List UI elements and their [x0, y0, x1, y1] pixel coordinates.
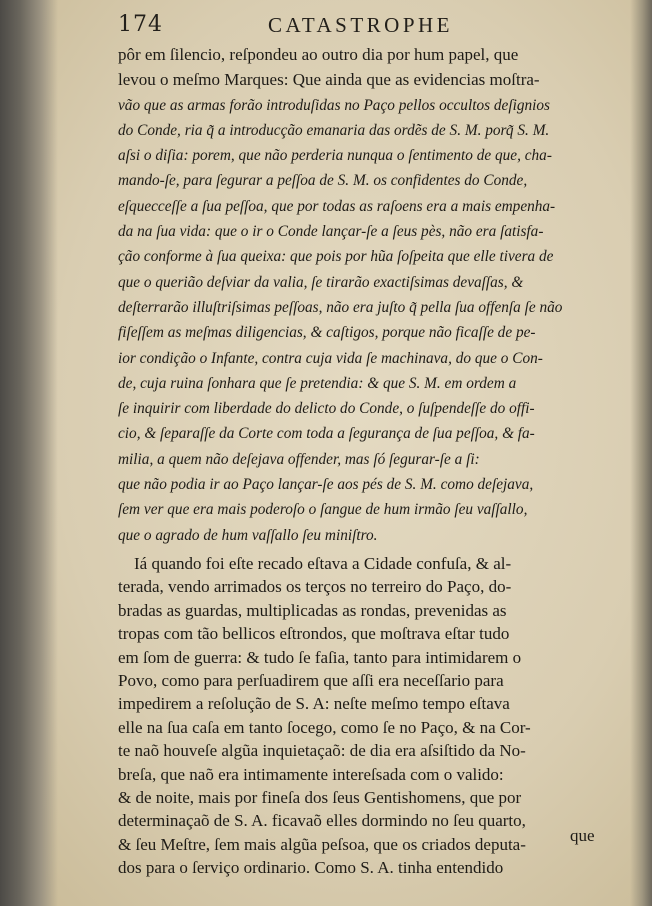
text-line: dos para o ſerviço ordinario. Como S. A. tinha entendido [118, 858, 504, 878]
text-line: breſa, que naõ era intimamente intereſsada com o valido: [118, 764, 504, 784]
text-line: deſterrarão illuſtriſsimas peſſoas, não era juſto q̃ pella ſua offenſa ſe não [118, 298, 563, 316]
text-line: que não podia ir ao Paço lançar-ſe aos pés de S. M. como deſejava, [118, 476, 534, 494]
text-line: bradas as guardas, multiplicadas as rondas, prevenidas as [118, 600, 507, 620]
text-line: pôr em ſilencio, reſpondeu ao outro dia por hum papel, que [118, 45, 519, 64]
text-line: te naõ houveſe algũa inquietaçaõ: de dia era aſsiſtido da No- [118, 741, 526, 761]
paragraph-city [118, 552, 618, 880]
text-line: terada, vendo arrimados os terços no terreiro do Paço, do- [118, 577, 512, 597]
text-line: de, cuja ruina ſonhara que ſe pretendia: & que S. M. em ordem a [118, 374, 517, 392]
text-line: milia, a quem não deſejava offender, mas ſó ſegurar-ſe a ſi: [118, 450, 480, 468]
text-line: elle na ſua caſa em tanto ſocego, como ſe no Paço, & na Cor- [118, 717, 531, 737]
page-header [118, 12, 638, 44]
text-line: fiſeſſem as meſmas diligencias, & caſtigos, porque não ficaſſe de pe- [118, 324, 536, 342]
text-line: ſe inquirir com liberdade do delicto do Conde, o ſuſpendeſſe do offi- [118, 400, 535, 418]
text-line: vão que as armas forão introduſidas no Paço pellos occultos deſignios [118, 96, 550, 114]
catchword: que [570, 826, 595, 845]
running-title: CATASTROPHE [268, 13, 454, 37]
page-outer-edge [630, 0, 652, 906]
text-line: ção conforme à ſua queixa: que pois por hũa ſoſpeita que elle tivera de [118, 248, 554, 266]
text-line: levou o meſmo Marques: Que ainda que as evidencias moſtra- [118, 70, 540, 90]
text-line: ſem ver que era mais poderoſo o ſangue de hum irmão ſeu vaſſallo, [118, 501, 528, 519]
text-line: Iá quando foi eſte recado eſtava a Cidade confuſa, & al- [134, 553, 512, 573]
text-line: impedirem a reſolução de S. A: neſte meſmo tempo eſtava [118, 694, 510, 714]
text-line: tropas com tão bellicos eſtrondos, que moſtrava eſtar tudo [118, 624, 510, 644]
text-line: cio, & ſeparaſſe da Corte com toda a ſegurança de ſua peſſoa, & fa- [118, 425, 535, 443]
book-binding-shadow [0, 0, 58, 906]
text-line: eſquecceſſe a ſua peſſoa, que por todas as raſoens era a mais empenha- [118, 197, 556, 215]
page-number: 174 [118, 12, 163, 37]
text-line: determinaçaõ de S. A. ficavaõ elles dormindo no ſeu quarto, [118, 811, 526, 831]
body-text [118, 42, 618, 880]
text-line: que o agrado de hum vaſſallo ſeu miniſtro. [118, 526, 378, 544]
paragraph-reply [118, 42, 618, 548]
text-line: & de noite, mais por fineſa dos ſeus Gentishomens, que por [118, 788, 522, 807]
text-line: do Conde, ria q̃ a introducção emanaria das ordẽs de S. M. porq̃ S. M. [118, 121, 550, 139]
text-line: ior condição o Infante, contra cuja vida ſe machinava, do que o Con- [118, 349, 543, 367]
text-line: Povo, como para perſuadirem que aſſi era neceſſario para [118, 670, 504, 690]
text-line: em ſom de guerra: & tudo ſe faſia, tanto para intimidarem o [118, 647, 522, 667]
text-line: & ſeu Meſtre, ſem mais algũa peſsoa, que os criados deputa- [118, 834, 526, 854]
text-line: da na ſua vida: que o ir o Conde lançar-ſe a ſeus pès, não era ſatisfa- [118, 223, 544, 241]
text-line: aſsi o diſia: porem, que não perderia nunqua o ſentimento de que, cha- [118, 147, 552, 165]
text-line: que o querião deſviar da valia, ſe tirarão exactiſsimas devaſſas, & [118, 273, 524, 291]
text-line: mando-ſe, para ſegurar a peſſoa de S. M. os confidentes do Conde, [118, 172, 528, 190]
